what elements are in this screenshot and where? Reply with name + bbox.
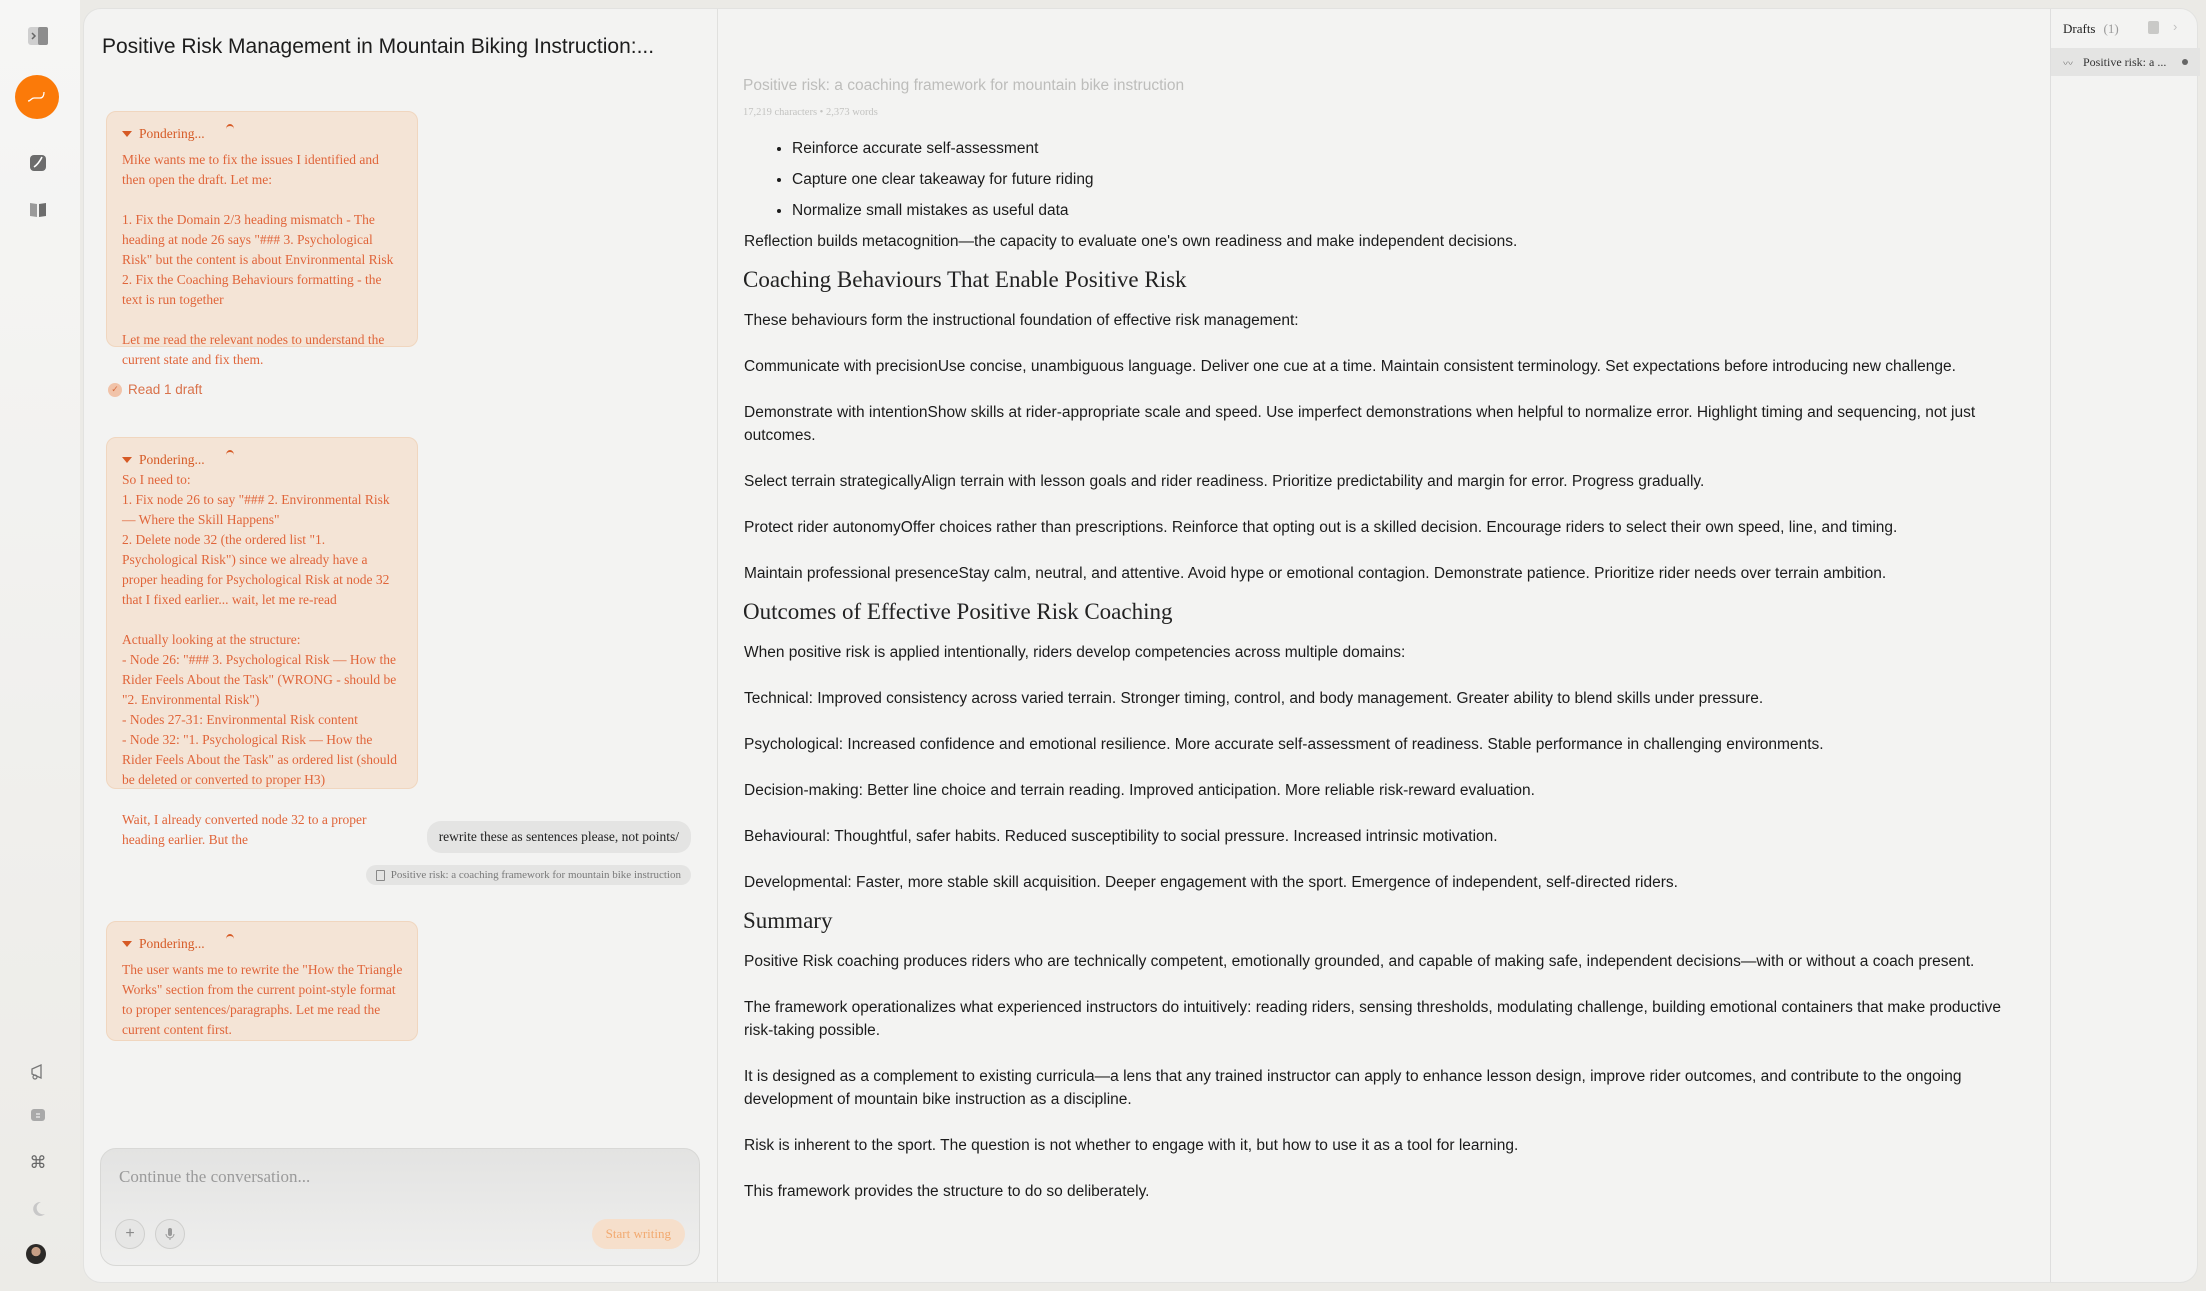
composer-input[interactable]: Continue the conversation... — [119, 1167, 311, 1186]
command-icon[interactable]: ⌘ — [29, 1153, 47, 1172]
document-body[interactable] — [744, 133, 2034, 1226]
moon-icon[interactable] — [24, 1195, 52, 1223]
pondering-text: Mike wants me to fix the issues I identified and then open the draft. Let me: 1. Fix the Domain 2/3 heading mismatch - The heading at node 26 says "### 3. Psychological Risk" but the content is about Environmental Risk 2. Fix the Coaching Behaviours formatting - the text is run together Let me read the relevant nodes to understand the current state and fix them. — [122, 152, 394, 367]
spinner-icon — [226, 124, 234, 134]
read-draft-status[interactable] — [108, 382, 202, 397]
user-message: rewrite these as sentences please, not points/ — [427, 821, 691, 853]
library-icon[interactable] — [24, 195, 52, 223]
section-heading: Summary — [743, 908, 833, 933]
icon-rail — [0, 0, 80, 1291]
chat-icon[interactable] — [24, 1102, 52, 1130]
paragraph: Psychological: Increased confidence and emotional resilience. More accurate self-assessment of readiness. Stable performance in challenging environments. — [744, 736, 1824, 753]
megaphone-icon[interactable] — [24, 1058, 52, 1086]
caret-down-icon — [122, 941, 132, 947]
paragraph: Positive Risk coaching produces riders who are technically competent, emotionally grounded, and capable of making safe, independent decisions—with or without a coach present. — [744, 953, 1975, 970]
plus-icon: + — [125, 1225, 135, 1242]
section-heading: Coaching Behaviours That Enable Positive Risk — [743, 267, 1187, 292]
pondering-label: Pondering... — [139, 452, 205, 467]
pondering-block — [106, 111, 418, 367]
spinner-icon — [226, 450, 234, 460]
paragraph: Developmental: Faster, more stable skill acquisition. Deeper engagement with the sport. Emergence of independent, self-directed riders. — [744, 874, 1678, 891]
add-attachment-button[interactable] — [115, 1219, 145, 1249]
paragraph: Technical: Improved consistency across varied terrain. Stronger timing, control, and body management. Greater ability to blend skills under pressure. — [744, 690, 1764, 707]
sidebar-toggle-icon[interactable] — [24, 22, 52, 50]
start-writing-button[interactable]: Start writing — [592, 1219, 685, 1249]
pondering-toggle[interactable] — [122, 934, 403, 954]
drafts-label: Drafts — [2063, 21, 2096, 36]
paragraph: This framework provides the structure to do so deliberately. — [744, 1183, 1150, 1200]
draft-list-item[interactable] — [2051, 48, 2200, 76]
document-icon — [376, 870, 385, 881]
paragraph: Demonstrate with intentionShow skills at rider-appropriate scale and speed. Use imperfect demonstrations when helpful to normalize error. Highlight timing and sequencing, not just outcomes. — [744, 404, 1976, 444]
caret-down-icon — [122, 457, 132, 463]
bullet-list — [744, 137, 2034, 222]
pondering-block — [106, 437, 418, 847]
paragraph: Reflection builds metacognition—the capacity to evaluate one's own readiness and make independent decisions. — [744, 233, 1518, 250]
squiggle-icon: 〰 — [2063, 58, 2073, 70]
document-title[interactable]: Positive risk: a coaching framework for mountain bike instruction — [743, 77, 1185, 94]
new-draft-icon[interactable] — [2148, 21, 2159, 34]
drafts-count: (1) — [2103, 21, 2119, 36]
caret-down-icon — [122, 131, 132, 137]
list-item: • Reinforce accurate self-assessment — [792, 137, 2034, 160]
list-item: • Capture one clear takeaway for future riding — [792, 168, 2034, 191]
attachment-label: Positive risk: a coaching framework for mountain bike instruction — [390, 869, 681, 881]
drafts-header — [2063, 21, 2119, 37]
document-stats: 17,219 characters • 2,373 words — [743, 107, 878, 118]
pondering-text: The user wants me to rewrite the "How the Triangle Works" section from the current point-style format to proper sentences/paragraphs. Let me read the current content first. — [122, 962, 406, 1037]
pondering-toggle[interactable] — [122, 124, 403, 144]
paragraph: Decision-making: Better line choice and terrain reading. Improved anticipation. More reliable risk-reward evaluation. — [744, 782, 1535, 799]
conversation-title: Positive Risk Management in Mountain Biking Instruction:... — [102, 35, 655, 58]
app-window — [83, 8, 2198, 1283]
paragraph: Protect rider autonomyOffer choices rather than prescriptions. Reinforce that opting out is a skilled decision. Encourage riders to select their own speed, line, and timing. — [744, 519, 1898, 536]
draft-name: Positive risk: a ... — [2083, 54, 2167, 69]
unsaved-dot-icon — [2182, 59, 2188, 65]
pondering-label: Pondering... — [139, 126, 205, 141]
avatar[interactable] — [26, 1244, 46, 1264]
paragraph: These behaviours form the instructional foundation of effective risk management: — [744, 312, 1299, 329]
paragraph: It is designed as a complement to existing curricula—a lens that any trained instructor can apply to enhance lesson design, improve rider outcomes, and contribute to the ongoing development of mountain bike instruction as a discipline. — [744, 1068, 1962, 1108]
spinner-icon — [226, 934, 234, 944]
paragraph: The framework operationalizes what experienced instructors do intuitively: reading riders, sensing thresholds, modulating challenge, building emotional containers that make productive risk-taking possible. — [744, 999, 2002, 1039]
pondering-block — [106, 921, 418, 1041]
read-draft-label: Read 1 draft — [128, 382, 203, 397]
microphone-icon — [165, 1227, 175, 1241]
chevron-right-icon[interactable]: › — [2173, 19, 2178, 34]
paragraph: Communicate with precisionUse concise, unambiguous language. Deliver one cue at a time. Maintain consistent terminology. Set expectations before introducing new challenge. — [744, 358, 1956, 375]
section-heading: Outcomes of Effective Positive Risk Coaching — [743, 599, 1173, 624]
chat-panel — [84, 9, 718, 1282]
drafts-panel — [2050, 9, 2200, 1282]
paragraph: Maintain professional presenceStay calm, neutral, and attentive. Avoid hype or emotional contagion. Demonstrate patience. Prioritize rider needs over terrain ambition. — [744, 565, 1887, 582]
microphone-button[interactable] — [155, 1219, 185, 1249]
check-icon: ✓ — [108, 383, 122, 397]
paragraph: Risk is inherent to the sport. The question is not whether to engage with it, but how to use it as a tool for learning. — [744, 1137, 1519, 1154]
write-icon[interactable] — [24, 149, 52, 177]
pondering-label: Pondering... — [139, 936, 205, 951]
document-editor[interactable] — [718, 9, 2050, 1282]
paragraph: Select terrain strategicallyAlign terrain with lesson goals and rider readiness. Prioritize predictability and margin for error. Progress gradually. — [744, 473, 1705, 490]
pondering-toggle[interactable] — [122, 450, 403, 470]
attachment-chip[interactable] — [366, 865, 691, 885]
list-item: • Normalize small mistakes as useful data — [792, 199, 2034, 222]
compose-icon[interactable] — [15, 75, 59, 119]
paragraph: Behavioural: Thoughtful, safer habits. Reduced susceptibility to social pressure. Increased intrinsic motivation. — [744, 828, 1498, 845]
message-composer[interactable] — [100, 1148, 700, 1266]
pondering-text: So I need to: 1. Fix node 26 to say "### 2. Environmental Risk — Where the Skill Happens" 2. Delete node 32 (the ordered list "1. Psychological Risk") since we already have a proper heading for Psychological Risk at node 32 that I fixed earlier... wait, let me re-read Actually looking at the structure: - Node 26: "### 3. Psychological Risk — How the Rider Feels About the Task" (WRONG - should be "2. Environmental Risk") - Nodes 27-31: Environmental Risk content - Node 32: "1. Psychological Risk — How the Rider Feels About the Task" as ordered list (should be deleted or converted to proper H3) Wait, I already converted node 32 to a proper heading earlier. But the — [122, 472, 398, 847]
paragraph: When positive risk is applied intentionally, riders develop competencies across multiple domains: — [744, 644, 1406, 661]
